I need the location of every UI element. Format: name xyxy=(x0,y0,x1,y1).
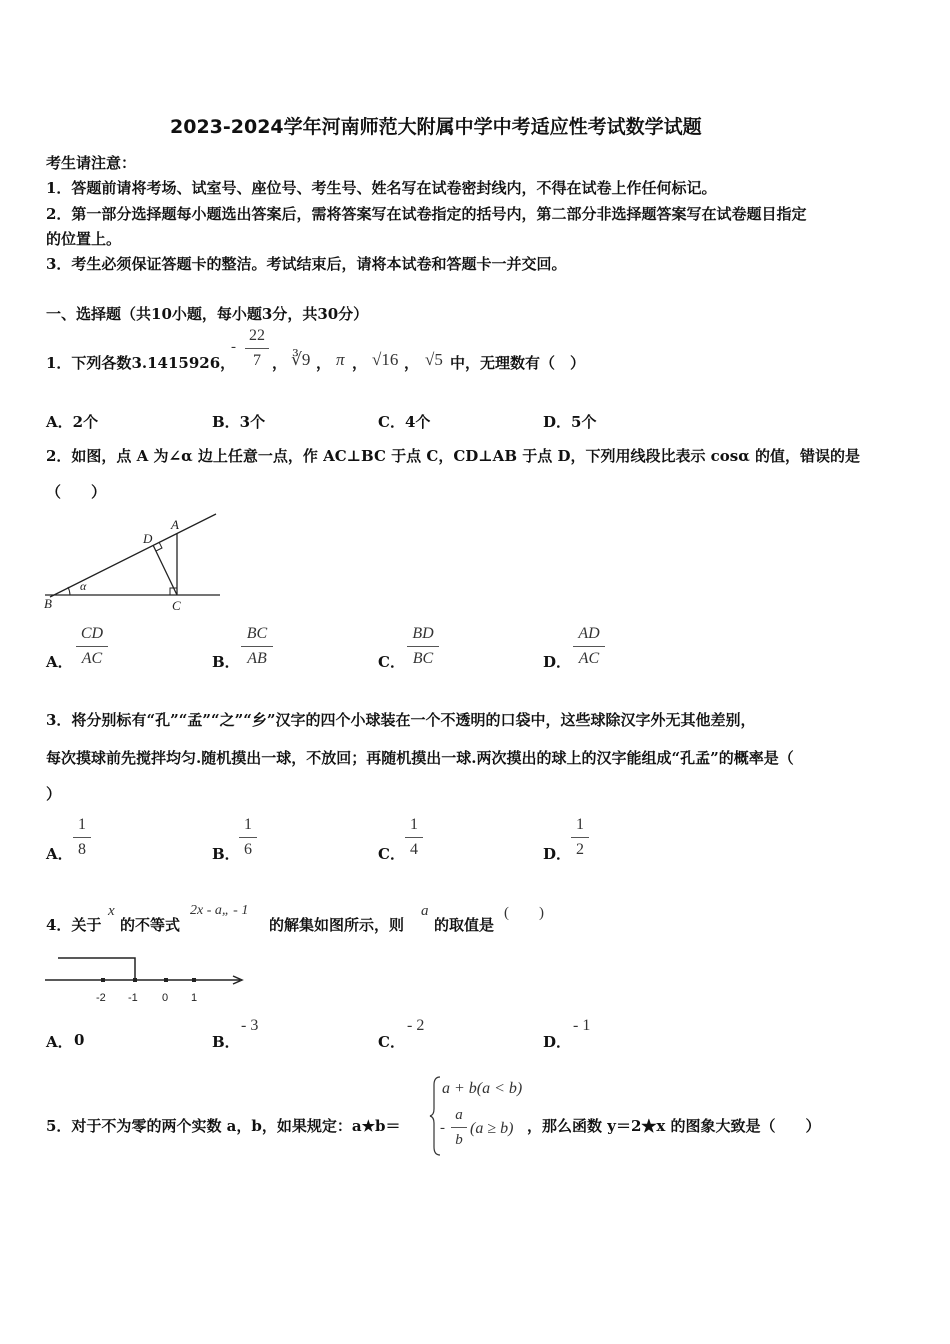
q1-fraction-den: 7 xyxy=(253,352,261,369)
q5-prefix: 5．对于不为零的两个实数 a，b，如果规定：a★b＝ xyxy=(46,1117,401,1135)
q5-case2-den: b xyxy=(455,1132,463,1148)
q2-option-b-den: AB xyxy=(247,650,267,667)
q2-option-a-letter: A． xyxy=(46,653,73,671)
q5-case2-condition: (a ≥ b) xyxy=(470,1120,514,1137)
q5-case2-fraction xyxy=(451,1105,467,1150)
notice-item-2: 2．第一部分选择题每小题选出答案后，需将答案写在试卷指定的括号内，第二部分非选择题答案写在试卷题目指定 xyxy=(46,205,807,223)
q2-label-c: C xyxy=(172,598,181,613)
q1-item-sqrt16: √16 xyxy=(372,350,399,369)
q4-part4: 的取值是 xyxy=(434,916,495,934)
q4-var-a: a xyxy=(421,903,429,919)
q3-option-d-letter: D． xyxy=(543,845,572,863)
q3-option-a-fraction xyxy=(73,815,91,860)
q2-option-c-fraction xyxy=(407,624,439,669)
section-heading: 一、选择题（共10小题，每小题3分，共30分） xyxy=(46,305,369,323)
q2-label-alpha: α xyxy=(80,579,87,593)
q3-option-c-num: 1 xyxy=(410,816,418,833)
q5-left-brace xyxy=(428,1075,442,1157)
q4-part3: 的解集如图所示，则 xyxy=(269,916,405,934)
q3-option-a-num: 1 xyxy=(78,816,86,833)
q3-option-a-den: 8 xyxy=(78,841,86,858)
q1-comma: ， xyxy=(404,354,420,372)
q4-option-c-value: - 2 xyxy=(407,1017,425,1034)
q1-comma: ， xyxy=(272,354,288,372)
q2-option-a-den: AC xyxy=(81,650,103,667)
q2-option-d-fraction xyxy=(573,624,605,669)
q3-option-d-num: 1 xyxy=(576,816,584,833)
q2-option-c-num: BD xyxy=(412,625,434,642)
q1-prefix: 1．下列各数3.1415926， xyxy=(46,354,236,372)
q2-option-a-num: CD xyxy=(80,625,104,642)
q4-option-d-letter: D． xyxy=(543,1033,572,1051)
q4-option-a-letter: A． xyxy=(46,1033,73,1051)
q3-option-b-den: 6 xyxy=(244,841,252,858)
q3-option-a-letter: A． xyxy=(46,845,73,863)
q1-item-sqrt5: √5 xyxy=(425,350,443,369)
q3-stem-line3: ） xyxy=(46,785,62,803)
q4-option-c-letter: C． xyxy=(378,1033,405,1051)
q4-tick-label: 1 xyxy=(191,992,198,1004)
q3-option-b-letter: B． xyxy=(212,845,240,863)
q1-option-b: B．3个 xyxy=(212,413,266,431)
q3-stem-line1: 3．将分别标有“孔”“孟”“之”“乡”汉字的四个小球装在一个不透明的口袋中，这些球除汉字外无其他差别， xyxy=(46,711,756,729)
q4-part1: 4．关于 xyxy=(46,916,102,934)
q5-case1: a + b(a < b) xyxy=(442,1080,523,1097)
q4-tick-label: -1 xyxy=(128,992,138,1004)
q2-option-a-fraction xyxy=(76,624,108,669)
q5-case2-num: a xyxy=(455,1107,463,1123)
q2-option-b-num: BC xyxy=(246,625,268,642)
q2-option-d-den: AC xyxy=(578,650,600,667)
q4-number-line xyxy=(40,950,250,1012)
q4-tick-label: -2 xyxy=(96,992,106,1004)
q2-option-c-letter: C． xyxy=(378,653,405,671)
q5-case2-sign: - xyxy=(440,1120,445,1136)
q3-option-c-letter: C． xyxy=(378,845,405,863)
q4-inequality: 2x - a„ - 1 xyxy=(190,903,249,918)
q3-stem-line2: 每次摸球前先搅拌均匀.随机摸出一球，不放回；再随机摸出一球.两次摸出的球上的汉字能组成“孔孟”的概率是（ xyxy=(46,749,794,767)
q1-minus: - xyxy=(231,339,236,355)
q3-option-b-num: 1 xyxy=(244,816,252,833)
q3-option-c-den: 4 xyxy=(410,841,418,858)
q2-label-a: A xyxy=(171,517,179,532)
q1-fraction xyxy=(245,326,269,371)
q3-option-d-den: 2 xyxy=(576,841,584,858)
q1-option-a: A．2个 xyxy=(46,413,99,431)
q3-option-b-fraction xyxy=(239,815,257,860)
q4-option-d-value: - 1 xyxy=(573,1017,591,1034)
q1-item-pi: π xyxy=(336,350,345,369)
notice-item-2-cont: 的位置上。 xyxy=(46,230,122,248)
q1-option-c: C．4个 xyxy=(378,413,431,431)
q2-option-d-num: AD xyxy=(578,625,600,642)
q4-option-b-value: - 3 xyxy=(241,1017,259,1034)
q2-option-b-letter: B． xyxy=(212,653,240,671)
q4-option-a-value: 0 xyxy=(74,1031,85,1049)
q1-suffix: 中，无理数有（ ） xyxy=(450,354,586,372)
q4-tick-label: 0 xyxy=(162,992,169,1004)
q1-option-d: D．5个 xyxy=(543,413,597,431)
notice-item-1: 1．答题前请将考场、试室号、座位号、考生号、姓名写在试卷密封线内，不得在试卷上作任何标记。 xyxy=(46,179,717,197)
notice-item-3: 3．考生必须保证答题卡的整洁。考试结束后，请将本试卷和答题卡一并交回。 xyxy=(46,255,567,273)
q4-paren: ( ) xyxy=(504,905,544,921)
q2-stem: 2．如图，点 A 为∠α 边上任意一点，作 AC⊥BC 于点 C，CD⊥AB 于点 D，下列用线段比表示 cosα 的值，错误的是 xyxy=(46,447,861,465)
q1-fraction-num: 22 xyxy=(249,327,265,344)
q2-paren: （ ） xyxy=(46,483,107,501)
page-title: 2023-2024学年河南师范大附属中学中考适应性考试数学试题 xyxy=(170,116,702,138)
q5-suffix: ，那么函数 y＝2★x 的图象大致是（ ） xyxy=(527,1117,821,1135)
q1-comma: ， xyxy=(352,354,368,372)
q2-option-d-letter: D． xyxy=(543,653,572,671)
q1-item-cbrt9: ∛9 xyxy=(291,350,311,369)
q2-label-b: B xyxy=(44,596,52,611)
q4-var-x: x xyxy=(108,903,115,919)
q2-label-d: D xyxy=(143,531,153,546)
q3-option-c-fraction xyxy=(405,815,423,860)
q3-option-d-fraction xyxy=(571,815,589,860)
q4-part2: 的不等式 xyxy=(120,916,181,934)
q2-option-c-den: BC xyxy=(412,650,434,667)
q4-option-b-letter: B． xyxy=(212,1033,240,1051)
q1-comma: ， xyxy=(316,354,332,372)
q2-triangle-figure xyxy=(40,505,230,615)
notice-heading: 考生请注意： xyxy=(46,154,137,172)
q2-option-b-fraction xyxy=(241,624,273,669)
